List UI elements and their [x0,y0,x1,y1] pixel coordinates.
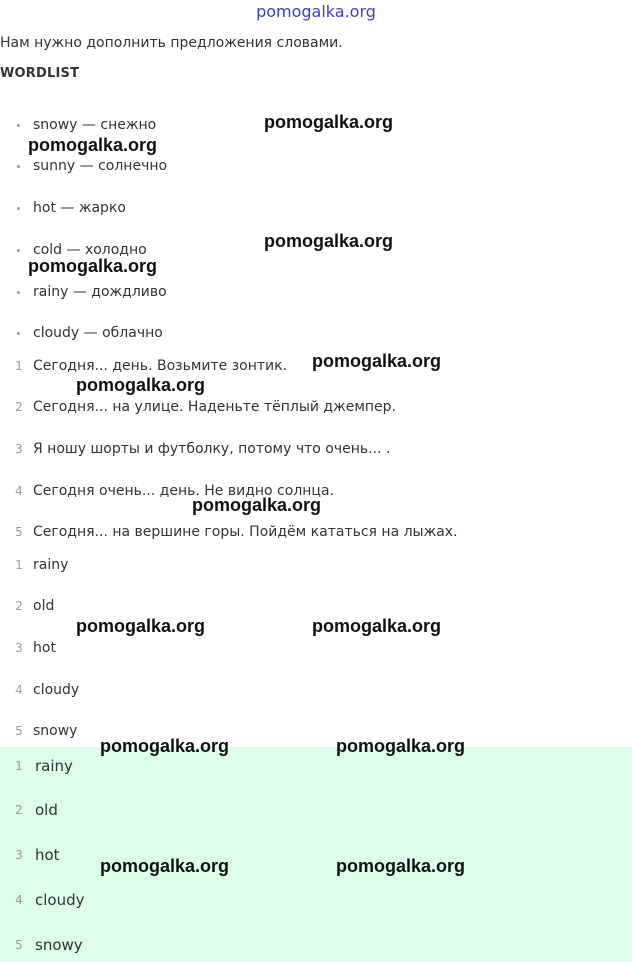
intro-text: Нам нужно дополнить предложения словами. [0,35,343,51]
answer-number: 1 [15,759,23,773]
answer-block [0,747,632,962]
word-text: snowy [33,723,78,739]
word-number: 1 [15,558,23,572]
sentence-text: Сегодня очень... день. Не видно солнца. [33,483,334,499]
sentence-number: 5 [15,525,23,539]
answer-text: hot [35,846,60,864]
watermark: pomogalka.org [192,495,322,515]
wordlist-item-text: sunny — солнечно [33,158,168,174]
answer-text: cloudy [35,891,85,909]
sentence-text: Сегодня... на улице. Наденьте тёплый джемпер. [33,399,396,415]
watermark: pomogalka.org [312,351,442,371]
word-number: 2 [15,599,23,613]
sentence-number: 4 [15,484,23,498]
watermark: pomogalka.org [264,112,394,132]
watermark: pomogalka.org [28,135,158,155]
wordlist-item-text: hot — жарко [33,200,126,216]
word-number: 3 [15,641,23,655]
answer-number: 4 [15,893,23,907]
bullet-icon [17,207,20,210]
wordlist-item-text: cold — холодно [33,242,147,258]
word-number: 4 [15,683,23,697]
bullet-icon [17,249,20,252]
watermark: pomogalka.org [100,856,230,876]
word-number: 5 [15,724,23,738]
answer-text: snowy [35,936,83,954]
sentence-number: 3 [15,442,23,456]
watermark: pomogalka.org [336,736,466,756]
wordlist-item-text: snowy — снежно [33,117,157,133]
answer-number: 2 [15,803,23,817]
watermark: pomogalka.org [76,616,206,636]
answer-text: rainy [35,757,73,775]
watermark-top: pomogalka.org [256,2,376,21]
watermark: pomogalka.org [100,736,230,756]
answer-number: 3 [15,848,23,862]
watermark: pomogalka.org [336,856,466,876]
watermark: pomogalka.org [264,231,394,251]
sentence-text: Я ношу шорты и футболку, потому что очень... . [33,441,391,457]
watermark: pomogalka.org [76,375,206,395]
word-text: hot [33,640,56,656]
word-text: cloudy [33,682,80,698]
watermark: pomogalka.org [312,616,442,636]
word-text: rainy [33,557,69,573]
wordlist-item-text: cloudy — облачно [33,325,163,341]
bullet-icon [17,124,20,127]
wordlist-item-text: rainy — дождливо [33,284,167,300]
bullet-icon [17,332,20,335]
word-text: old [33,598,55,614]
bullet-icon [17,291,20,294]
sentence-text: Сегодня... на вершине горы. Пойдём кататься на лыжах. [33,524,458,540]
answer-text: old [35,801,58,819]
sentence-number: 1 [15,359,23,373]
bullet-icon [17,165,20,168]
sentence-text: Сегодня... день. Возьмите зонтик. [33,358,288,374]
watermark: pomogalka.org [28,256,158,276]
sentence-number: 2 [15,400,23,414]
answer-number: 5 [15,938,23,952]
wordlist-heading: WORDLIST [0,66,80,81]
